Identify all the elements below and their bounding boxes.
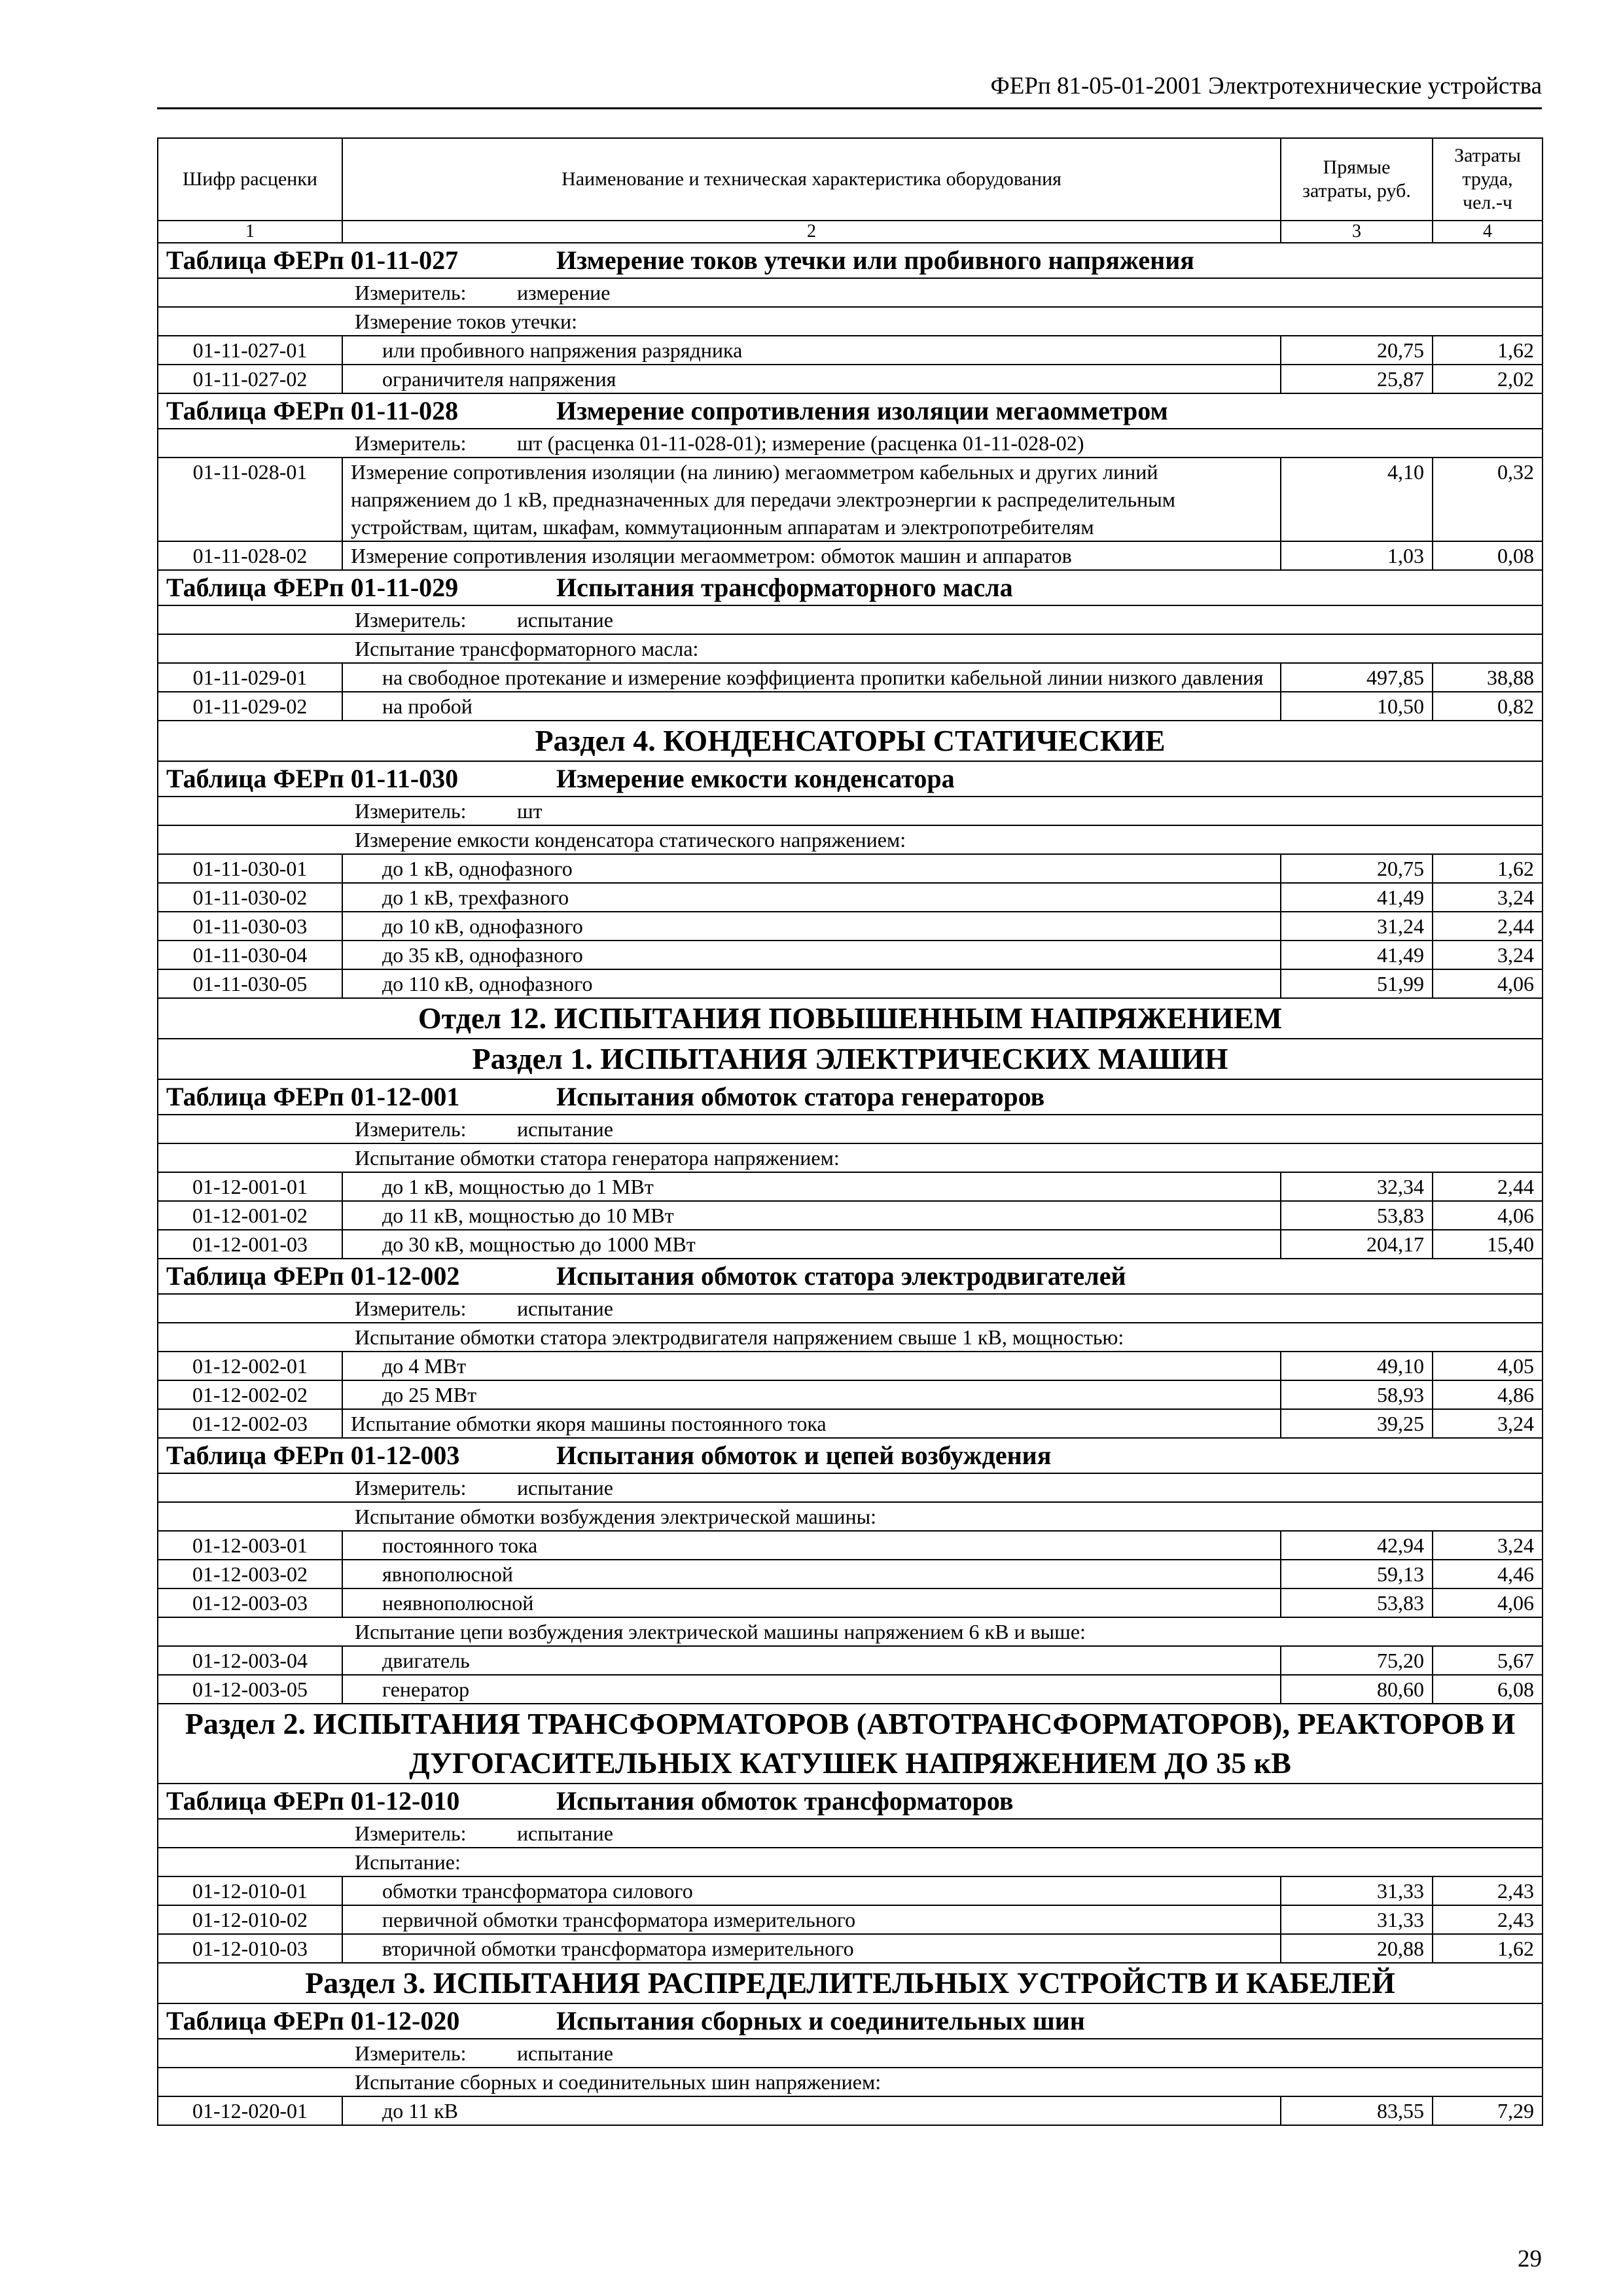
table-row	[158, 365, 1543, 393]
rate-code: 01-11-030-05	[158, 969, 342, 998]
rate-description: постоянного тока	[342, 1531, 1281, 1560]
table-title-row	[158, 570, 1543, 605]
table-row	[158, 1380, 1543, 1409]
table-label: Таблица ФЕРп 01-12-003	[166, 1441, 460, 1470]
table-row	[158, 941, 1543, 969]
group-heading: Испытание обмотки возбуждения электрической машины:	[158, 1502, 1543, 1531]
direct-cost: 59,13	[1281, 1560, 1433, 1588]
section-heading: Раздел 4. КОНДЕНСАТОРЫ СТАТИЧЕСКИЕ	[158, 721, 1543, 761]
meter-value: испытание	[517, 1297, 613, 1320]
table-row	[158, 1560, 1543, 1588]
direct-cost: 20,75	[1281, 854, 1433, 883]
labor-cost: 3,24	[1433, 1409, 1543, 1438]
group-heading: Измерение токов утечки:	[158, 307, 1543, 336]
meter-label: Измеритель:	[355, 799, 467, 823]
rate-code: 01-12-010-03	[158, 1934, 342, 1963]
group-heading: Измерение емкости конденсатора статического напряжением:	[158, 825, 1543, 854]
direct-cost: 4,10	[1281, 457, 1433, 541]
meter-row	[158, 1115, 1543, 1143]
group-heading-row	[158, 307, 1543, 336]
direct-cost: 58,93	[1281, 1380, 1433, 1409]
rate-description: на пробой	[342, 692, 1281, 721]
labor-cost: 4,06	[1433, 1588, 1543, 1617]
rate-code: 01-12-002-02	[158, 1380, 342, 1409]
column-header-name: Наименование и техническая характеристика оборудования	[342, 138, 1281, 221]
rate-description: вторичной обмотки трансформатора измерительного	[342, 1934, 1281, 1963]
column-number: 1	[158, 221, 342, 243]
section-heading-row	[158, 1039, 1543, 1079]
meter-label: Измеритель:	[355, 1821, 467, 1845]
rate-code: 01-12-002-03	[158, 1409, 342, 1438]
rate-description: до 4 МВт	[342, 1352, 1281, 1380]
meter-row	[158, 797, 1543, 825]
rate-code: 01-11-029-02	[158, 692, 342, 721]
table-title-row	[158, 1784, 1543, 1819]
rate-code: 01-12-010-01	[158, 1876, 342, 1905]
meter-value: шт	[517, 799, 543, 823]
rate-description: до 1 кВ, мощностью до 1 МВт	[342, 1172, 1281, 1201]
column-header-cost: Прямые затраты, руб.	[1281, 138, 1433, 221]
section-heading: Раздел 2. ИСПЫТАНИЯ ТРАНСФОРМАТОРОВ (АВТОТРАНСФОРМАТОРОВ), РЕАКТОРОВ И ДУГОГАСИТЕЛЬНЫХ КАТУШЕК НАПРЯЖЕНИЕМ ДО 35 кВ	[158, 1704, 1543, 1784]
meter-label: Измеритель:	[355, 608, 467, 632]
rate-description: до 11 кВ	[342, 2096, 1281, 2125]
table-title: Испытания трансформаторного масла	[556, 573, 1013, 602]
table-row	[158, 1646, 1543, 1675]
rate-code: 01-12-001-03	[158, 1230, 342, 1259]
table-label: Таблица ФЕРп 01-12-002	[166, 1261, 460, 1291]
group-heading-row	[158, 825, 1543, 854]
section-heading: Отдел 12. ИСПЫТАНИЯ ПОВЫШЕННЫМ НАПРЯЖЕНИЕМ	[158, 998, 1543, 1039]
meter-label: Измеритель:	[355, 1297, 467, 1320]
labor-cost: 0,82	[1433, 692, 1543, 721]
direct-cost: 31,33	[1281, 1905, 1433, 1934]
rate-code: 01-12-001-02	[158, 1201, 342, 1230]
table-title: Испытания обмоток статора электродвигателей	[556, 1261, 1126, 1291]
rate-description: обмотки трансформатора силового	[342, 1876, 1281, 1905]
rate-description: генератор	[342, 1675, 1281, 1704]
table-row	[158, 1230, 1543, 1259]
rate-code: 01-12-010-02	[158, 1905, 342, 1934]
running-header: ФЕРп 81-05-01-2001 Электротехнические устройства	[157, 71, 1542, 109]
meter-label: Измеритель:	[355, 281, 467, 304]
table-row	[158, 854, 1543, 883]
table-title-row	[158, 393, 1543, 429]
rate-code: 01-12-003-05	[158, 1675, 342, 1704]
direct-cost: 10,50	[1281, 692, 1433, 721]
labor-cost: 2,44	[1433, 912, 1543, 941]
table-row	[158, 912, 1543, 941]
labor-cost: 4,06	[1433, 969, 1543, 998]
group-heading: Испытание обмотки статора генератора напряжением:	[158, 1143, 1543, 1172]
table-row	[158, 336, 1543, 365]
labor-cost: 0,08	[1433, 541, 1543, 570]
rate-code: 01-11-030-04	[158, 941, 342, 969]
table-title-row	[158, 243, 1543, 278]
table-row	[158, 457, 1543, 541]
labor-cost: 5,67	[1433, 1646, 1543, 1675]
table-label: Таблица ФЕРп 01-12-020	[166, 2006, 460, 2036]
group-heading-row	[158, 1617, 1543, 1646]
labor-cost: 2,02	[1433, 365, 1543, 393]
direct-cost: 80,60	[1281, 1675, 1433, 1704]
direct-cost: 83,55	[1281, 2096, 1433, 2125]
table-header-row	[158, 138, 1543, 221]
table-title-row	[158, 2003, 1543, 2039]
group-heading-row	[158, 1848, 1543, 1876]
column-number: 3	[1281, 221, 1433, 243]
direct-cost: 41,49	[1281, 941, 1433, 969]
table-label: Таблица ФЕРп 01-11-029	[166, 573, 459, 602]
rate-description: Испытание обмотки якоря машины постоянного тока	[342, 1409, 1281, 1438]
table-label: Таблица ФЕРп 01-11-027	[166, 245, 459, 275]
table-label: Таблица ФЕРп 01-12-001	[166, 1082, 460, 1111]
direct-cost: 204,17	[1281, 1230, 1433, 1259]
table-title: Измерение емкости конденсатора	[556, 764, 955, 793]
labor-cost: 1,62	[1433, 336, 1543, 365]
column-number: 2	[342, 221, 1281, 243]
meter-value: испытание	[517, 608, 613, 632]
labor-cost: 1,62	[1433, 1934, 1543, 1963]
rate-code: 01-12-003-04	[158, 1646, 342, 1675]
direct-cost: 42,94	[1281, 1531, 1433, 1560]
table-row	[158, 1531, 1543, 1560]
rate-description: на свободное протекание и измерение коэффициента пропитки кабельной линии низкого давления	[342, 663, 1281, 692]
rate-description: до 1 кВ, однофазного	[342, 854, 1281, 883]
column-number-row	[158, 221, 1543, 243]
meter-label: Измеритель:	[355, 1117, 467, 1141]
rate-code: 01-12-003-03	[158, 1588, 342, 1617]
table-title-row	[158, 1079, 1543, 1115]
direct-cost: 31,24	[1281, 912, 1433, 941]
section-heading: Раздел 3. ИСПЫТАНИЯ РАСПРЕДЕЛИТЕЛЬНЫХ УСТРОЙСТВ И КАБЕЛЕЙ	[158, 1963, 1543, 2003]
table-row	[158, 1409, 1543, 1438]
direct-cost: 20,88	[1281, 1934, 1433, 1963]
section-heading-row	[158, 1963, 1543, 2003]
rate-code: 01-11-027-01	[158, 336, 342, 365]
labor-cost: 2,43	[1433, 1876, 1543, 1905]
table-title: Испытания сборных и соединительных шин	[556, 2006, 1085, 2036]
rate-description: до 35 кВ, однофазного	[342, 941, 1281, 969]
meter-row	[158, 1819, 1543, 1848]
column-header-code: Шифр расценки	[158, 138, 342, 221]
labor-cost: 4,06	[1433, 1201, 1543, 1230]
labor-cost: 6,08	[1433, 1675, 1543, 1704]
table-label: Таблица ФЕРп 01-11-028	[166, 396, 459, 425]
table-row	[158, 1934, 1543, 1963]
group-heading: Испытание:	[158, 1848, 1543, 1876]
direct-cost: 41,49	[1281, 883, 1433, 912]
rate-code: 01-12-020-01	[158, 2096, 342, 2125]
table-row	[158, 1201, 1543, 1230]
meter-row	[158, 2039, 1543, 2068]
rate-description: ограничителя напряжения	[342, 365, 1281, 393]
section-heading-row	[158, 721, 1543, 761]
group-heading-row	[158, 1502, 1543, 1531]
column-number: 4	[1433, 221, 1543, 243]
group-heading-row	[158, 1323, 1543, 1352]
labor-cost: 4,86	[1433, 1380, 1543, 1409]
labor-cost: 3,24	[1433, 883, 1543, 912]
labor-cost: 1,62	[1433, 854, 1543, 883]
table-row	[158, 1588, 1543, 1617]
group-heading: Испытание сборных и соединительных шин напряжением:	[158, 2068, 1543, 2096]
direct-cost: 53,83	[1281, 1588, 1433, 1617]
labor-cost: 0,32	[1433, 457, 1543, 541]
table-label: Таблица ФЕРп 01-12-010	[166, 1786, 460, 1816]
rate-code: 01-11-029-01	[158, 663, 342, 692]
meter-label: Измеритель:	[355, 431, 467, 455]
direct-cost: 51,99	[1281, 969, 1433, 998]
page-number: 29	[1518, 2246, 1542, 2272]
rate-code: 01-11-027-02	[158, 365, 342, 393]
rate-description: Измерение сопротивления изоляции мегаомметром: обмоток машин и аппаратов	[342, 541, 1281, 570]
rate-description: до 1 кВ, трехфазного	[342, 883, 1281, 912]
rate-code: 01-11-030-02	[158, 883, 342, 912]
group-heading: Испытание обмотки статора электродвигателя напряжением свыше 1 кВ, мощностью:	[158, 1323, 1543, 1352]
group-heading-row	[158, 1143, 1543, 1172]
rate-description: двигатель	[342, 1646, 1281, 1675]
meter-label: Измеритель:	[355, 2041, 467, 2065]
group-heading-row	[158, 2068, 1543, 2096]
meter-row	[158, 429, 1543, 457]
table-row	[158, 883, 1543, 912]
rate-description: Измерение сопротивления изоляции (на линию) мегаомметром кабельных и других линий напряжением до 1 кВ, предназначенных для передачи электроэнергии к распределительным устройствам, щитам, шкафам, коммутационным аппаратам и электропотребителям	[342, 457, 1281, 541]
labor-cost: 7,29	[1433, 2096, 1543, 2125]
meter-value: испытание	[517, 1117, 613, 1141]
table-title-row	[158, 1259, 1543, 1294]
direct-cost: 75,20	[1281, 1646, 1433, 1675]
labor-cost: 3,24	[1433, 941, 1543, 969]
rate-description: до 11 кВ, мощностью до 10 МВт	[342, 1201, 1281, 1230]
rate-description: неявнополюсной	[342, 1588, 1281, 1617]
direct-cost: 497,85	[1281, 663, 1433, 692]
table-row	[158, 1905, 1543, 1934]
rate-description: или пробивного напряжения разрядника	[342, 336, 1281, 365]
meter-value: испытание	[517, 1476, 613, 1499]
direct-cost: 31,33	[1281, 1876, 1433, 1905]
labor-cost: 3,24	[1433, 1531, 1543, 1560]
labor-cost: 15,40	[1433, 1230, 1543, 1259]
table-row	[158, 663, 1543, 692]
rate-description: до 25 МВт	[342, 1380, 1281, 1409]
table-row	[158, 969, 1543, 998]
group-heading: Испытание трансформаторного масла:	[158, 634, 1543, 663]
direct-cost: 39,25	[1281, 1409, 1433, 1438]
table-title: Измерение токов утечки или пробивного напряжения	[556, 245, 1194, 275]
rate-description: первичной обмотки трансформатора измерительного	[342, 1905, 1281, 1934]
table-title-row	[158, 761, 1543, 797]
labor-cost: 38,88	[1433, 663, 1543, 692]
rate-code: 01-11-030-01	[158, 854, 342, 883]
meter-row	[158, 1473, 1543, 1502]
meter-row	[158, 605, 1543, 634]
table-row	[158, 1352, 1543, 1380]
meter-value: измерение	[517, 281, 611, 304]
rate-description: до 10 кВ, однофазного	[342, 912, 1281, 941]
rate-code: 01-12-003-01	[158, 1531, 342, 1560]
section-heading: Раздел 1. ИСПЫТАНИЯ ЭЛЕКТРИЧЕСКИХ МАШИН	[158, 1039, 1543, 1079]
table-title: Измерение сопротивления изоляции мегаомметром	[556, 396, 1168, 425]
meter-label: Измеритель:	[355, 1476, 467, 1499]
group-heading-row	[158, 634, 1543, 663]
direct-cost: 49,10	[1281, 1352, 1433, 1380]
rate-code: 01-11-028-01	[158, 457, 342, 541]
table-row	[158, 2096, 1543, 2125]
rate-description: явнополюсной	[342, 1560, 1281, 1588]
direct-cost: 1,03	[1281, 541, 1433, 570]
direct-cost: 20,75	[1281, 336, 1433, 365]
table-label: Таблица ФЕРп 01-11-030	[166, 764, 459, 793]
meter-row	[158, 278, 1543, 307]
rate-code: 01-12-002-01	[158, 1352, 342, 1380]
direct-cost: 53,83	[1281, 1201, 1433, 1230]
section-heading-row	[158, 998, 1543, 1039]
meter-value: испытание	[517, 2041, 613, 2065]
table-title: Испытания обмоток трансформаторов	[556, 1786, 1014, 1816]
labor-cost: 4,46	[1433, 1560, 1543, 1588]
meter-value: испытание	[517, 1821, 613, 1845]
table-row	[158, 1876, 1543, 1905]
column-header-labor: Затраты труда, чел.-ч	[1433, 138, 1543, 221]
rate-code: 01-12-003-02	[158, 1560, 342, 1588]
table-title: Испытания обмоток статора генераторов	[556, 1082, 1045, 1111]
rate-code: 01-12-001-01	[158, 1172, 342, 1201]
price-table	[157, 137, 1543, 2126]
meter-row	[158, 1294, 1543, 1323]
table-title-row	[158, 1438, 1543, 1473]
table-title: Испытания обмоток и цепей возбуждения	[556, 1441, 1052, 1470]
section-heading-row	[158, 1704, 1543, 1784]
direct-cost: 32,34	[1281, 1172, 1433, 1201]
labor-cost: 4,05	[1433, 1352, 1543, 1380]
labor-cost: 2,43	[1433, 1905, 1543, 1934]
rate-code: 01-11-028-02	[158, 541, 342, 570]
meter-value: шт (расценка 01-11-028-01); измерение (расценка 01-11-028-02)	[517, 431, 1084, 455]
table-row	[158, 1675, 1543, 1704]
table-row	[158, 541, 1543, 570]
labor-cost: 2,44	[1433, 1172, 1543, 1201]
group-heading: Испытание цепи возбуждения электрической машины напряжением 6 кВ и выше:	[158, 1617, 1543, 1646]
table-row	[158, 1172, 1543, 1201]
rate-description: до 30 кВ, мощностью до 1000 МВт	[342, 1230, 1281, 1259]
table-row	[158, 692, 1543, 721]
direct-cost: 25,87	[1281, 365, 1433, 393]
rate-code: 01-11-030-03	[158, 912, 342, 941]
rate-description: до 110 кВ, однофазного	[342, 969, 1281, 998]
